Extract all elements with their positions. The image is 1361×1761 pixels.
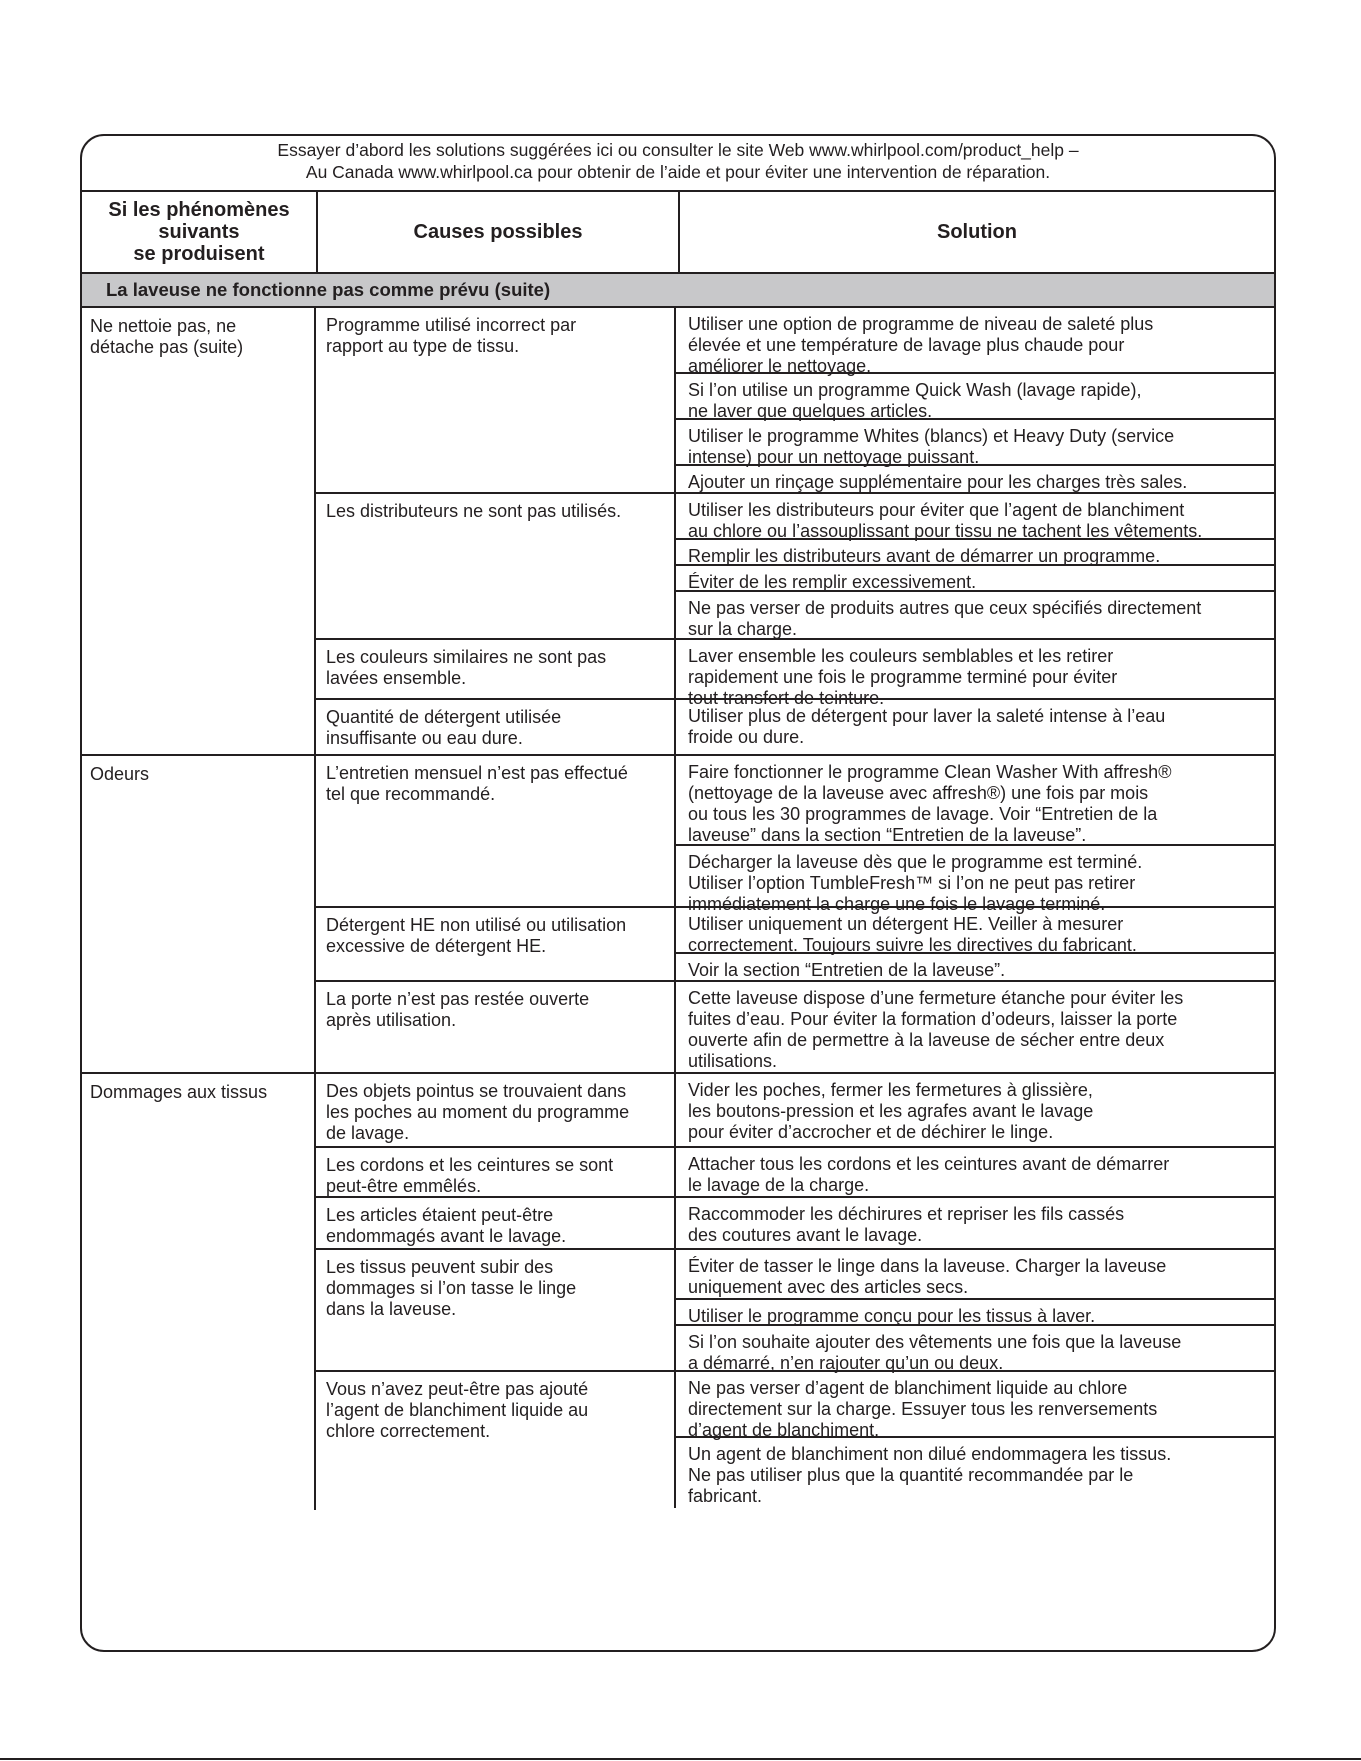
solution-line: ouverte afin de permettre à la laveuse de sécher entre deux <box>688 1030 1165 1050</box>
cause-row <box>316 700 1274 754</box>
cause-cell <box>316 1148 676 1196</box>
cause-row <box>316 982 1274 1072</box>
cause-line: Quantité de détergent utilisée <box>326 707 562 727</box>
solution-line: les boutons-pression et les agrafes avant le lavage <box>688 1101 1094 1121</box>
cause-line: insuffisante ou eau dure. <box>326 728 523 748</box>
solution-cell <box>676 1326 1274 1374</box>
solution-line: utilisations. <box>688 1051 778 1071</box>
cause-row <box>316 1074 1274 1148</box>
solution-line: immédiatement la charge une fois le lavage terminé. <box>688 894 1106 914</box>
solution-cell <box>676 1074 1274 1146</box>
solution-line: intense) pour un nettoyage puissant. <box>688 447 980 467</box>
solution-line: Laver ensemble les couleurs semblables et les retirer <box>688 646 1114 666</box>
cause-line: lavées ensemble. <box>326 668 467 688</box>
symptom-group <box>82 756 1274 1074</box>
cause-line: Les tissus peuvent subir des <box>326 1257 554 1277</box>
header-solution: Solution <box>937 221 1017 243</box>
solution-line: a démarré, n’en rajouter qu’un ou deux. <box>688 1353 1004 1373</box>
solution-cell <box>676 592 1274 640</box>
solution-line: Remplir les distributeurs avant de démarrer un programme. <box>688 546 1161 566</box>
symptom-cell <box>82 756 316 1072</box>
solution-line: Éviter de les remplir excessivement. <box>688 572 977 592</box>
cause-line: Les distributeurs ne sont pas utilisés. <box>326 501 622 521</box>
solution-line: Ne pas verser d’agent de blanchiment liquide au chlore <box>688 1378 1128 1398</box>
intro-line: Au Canada www.whirlpool.ca pour obtenir de l’aide et pour éviter une intervention de réparation. <box>305 162 1051 182</box>
cause-cell <box>316 640 676 698</box>
cause-line: Les couleurs similaires ne sont pas <box>326 647 607 667</box>
solution-cell <box>676 540 1274 566</box>
solution-line: le lavage de la charge. <box>688 1175 870 1195</box>
solution-cell <box>676 640 1274 709</box>
cause-row <box>316 1372 1274 1508</box>
cause-row <box>316 1148 1274 1198</box>
symptom-line: Odeurs <box>90 764 150 784</box>
solution-line: Éviter de tasser le linge dans la laveuse. Charger la laveuse <box>688 1256 1167 1276</box>
cause-cell <box>316 700 676 754</box>
solutions-column <box>676 1372 1274 1508</box>
cause-cell <box>316 1074 676 1146</box>
solution-line: ne laver que quelques articles. <box>688 401 933 421</box>
cause-line: l’agent de blanchiment liquide au <box>326 1400 589 1420</box>
solution-line: Ne pas utiliser plus que la quantité recommandée par le <box>688 1465 1134 1485</box>
solution-line: Utiliser les distributeurs pour éviter que l’agent de blanchiment <box>688 500 1185 520</box>
cause-cell <box>316 908 676 980</box>
page-bottom-rule <box>0 1758 1361 1760</box>
symptom-cell <box>82 1074 316 1510</box>
cause-line: Les articles étaient peut-être <box>326 1205 554 1225</box>
cause-row <box>316 494 1274 640</box>
cause-line: rapport au type de tissu. <box>326 336 520 356</box>
solution-line: Ajouter un rinçage supplémentaire pour les charges très sales. <box>688 472 1188 492</box>
solution-cell <box>676 494 1274 540</box>
cause-line: tel que recommandé. <box>326 784 496 804</box>
solution-line: directement sur la charge. Essuyer tous les renversements <box>688 1399 1158 1419</box>
solutions-column <box>676 308 1274 492</box>
cause-line: dans la laveuse. <box>326 1299 457 1319</box>
cause-row <box>316 640 1274 708</box>
solution-line: au chlore ou l’assouplissant pour tissu ne tachent les vêtements. <box>688 521 1203 541</box>
solution-line: correctement. Toujours suivre les directives du fabricant. <box>688 935 1137 955</box>
solutions-column <box>676 1148 1274 1196</box>
symptom-cell <box>82 308 316 754</box>
solution-cell <box>676 374 1274 420</box>
solutions-column <box>676 1250 1274 1373</box>
table-body <box>82 308 1274 1510</box>
cause-line: Détergent HE non utilisé ou utilisation <box>326 915 627 935</box>
cause-cell <box>316 1372 676 1508</box>
solution-line: sur la charge. <box>688 619 798 639</box>
solutions-column <box>676 700 1274 754</box>
solution-line: des coutures avant le lavage. <box>688 1225 923 1245</box>
symptom-group <box>82 1074 1274 1510</box>
header-symptoms <box>82 192 318 272</box>
cause-line: excessive de détergent HE. <box>326 936 547 956</box>
solution-line: tout transfert de teinture. <box>688 688 885 708</box>
cause-row <box>316 908 1274 982</box>
cause-line: peut-être emmêlés. <box>326 1176 482 1196</box>
solution-line: Utiliser le programme conçu pour les tissus à laver. <box>688 1306 1096 1326</box>
solution-cell <box>676 846 1274 915</box>
cause-line: La porte n’est pas restée ouverte <box>326 989 590 1009</box>
cause-cell <box>316 1198 676 1248</box>
solutions-column <box>676 908 1274 980</box>
solution-line: Si l’on utilise un programme Quick Wash (lavage rapide), <box>688 380 1142 400</box>
solution-line: ou tous les 30 programmes de lavage. Voir “Entretien de la <box>688 804 1158 824</box>
cause-row <box>316 1198 1274 1250</box>
section-title: La laveuse ne fonctionne pas comme prévu (suite) <box>82 274 1274 308</box>
solutions-column <box>676 494 1274 638</box>
solution-cell <box>676 700 1274 754</box>
cause-line: Programme utilisé incorrect par <box>326 315 577 335</box>
solutions-column <box>676 756 1274 914</box>
cause-line: les poches au moment du programme <box>326 1102 630 1122</box>
table-header-row <box>82 192 1274 274</box>
solution-cell <box>676 908 1274 954</box>
cause-row <box>316 756 1274 914</box>
symptom-line: Dommages aux tissus <box>90 1082 268 1102</box>
cause-line: Des objets pointus se trouvaient dans <box>326 1081 627 1101</box>
intro-note <box>82 136 1274 192</box>
solution-line: Raccommoder les déchirures et repriser les fils cassés <box>688 1204 1125 1224</box>
cause-line: chlore correctement. <box>326 1421 491 1441</box>
solution-line: Ne pas verser de produits autres que ceux spécifiés directement <box>688 598 1202 618</box>
solutions-column <box>676 982 1274 1072</box>
solution-line: d’agent de blanchiment. <box>688 1420 880 1440</box>
header-causes: Causes possibles <box>318 192 680 272</box>
solution-line: froide ou dure. <box>688 727 805 747</box>
solution-cell <box>676 982 1274 1072</box>
solution-line: élevée et une température de lavage plus chaude pour <box>688 335 1125 355</box>
cause-cell <box>316 308 676 492</box>
troubleshooting-table <box>80 134 1276 1652</box>
solution-line: fuites d’eau. Pour éviter la formation d’odeurs, laisser la porte <box>688 1009 1178 1029</box>
solution-line: laveuse” dans la section “Entretien de la laveuse”. <box>688 825 1087 845</box>
solution-line: améliorer le nettoyage. <box>688 356 872 376</box>
solution-cell <box>676 1250 1274 1300</box>
solution-cell <box>676 1372 1274 1438</box>
solution-cell <box>676 1438 1274 1508</box>
solution-line: uniquement avec des articles secs. <box>688 1277 969 1297</box>
symptom-group <box>82 308 1274 756</box>
cause-line: dommages si l’on tasse le linge <box>326 1278 577 1298</box>
cause-line: de lavage. <box>326 1123 410 1143</box>
solution-line: Utiliser le programme Whites (blancs) et Heavy Duty (service <box>688 426 1175 446</box>
solution-line: Décharger la laveuse dès que le programme est terminé. <box>688 852 1143 872</box>
solutions-column <box>676 1198 1274 1248</box>
solution-line: Utiliser uniquement un détergent HE. Veiller à mesurer <box>688 914 1124 934</box>
header-symptoms-line: Si les phénomènes <box>108 199 290 221</box>
cause-cell <box>316 756 676 906</box>
solution-line: Un agent de blanchiment non dilué endommagera les tissus. <box>688 1444 1172 1464</box>
solution-line: Utiliser l’option TumbleFresh™ si l’on ne peut pas retirer <box>688 873 1136 893</box>
cause-cell <box>316 494 676 638</box>
cause-line: Les cordons et les ceintures se sont <box>326 1155 614 1175</box>
cause-row <box>316 308 1274 494</box>
header-symptoms-line: suivants <box>158 221 240 243</box>
solution-line: rapidement une fois le programme terminé pour éviter <box>688 667 1118 687</box>
solution-line: Utiliser plus de détergent pour laver la saleté intense à l’eau <box>688 706 1166 726</box>
solution-cell <box>676 756 1274 846</box>
solution-line: Voir la section “Entretien de la laveuse”. <box>688 960 1006 980</box>
intro-line: Essayer d’abord les solutions suggérées ici ou consulter le site Web www.whirlpool.com/product_help – <box>277 140 1079 160</box>
cause-line: après utilisation. <box>326 1010 457 1030</box>
solution-line: Faire fonctionner le programme Clean Washer With affresh® <box>688 762 1172 782</box>
cause-cell <box>316 1250 676 1370</box>
solution-line: Vider les poches, fermer les fermetures à glissière, <box>688 1080 1093 1100</box>
solution-cell <box>676 1300 1274 1326</box>
solution-cell <box>676 466 1274 493</box>
solutions-column <box>676 640 1274 708</box>
solution-line: Cette laveuse dispose d’une fermeture étanche pour éviter les <box>688 988 1184 1008</box>
solution-cell <box>676 420 1274 466</box>
header-symptoms-line: se produisent <box>133 243 265 265</box>
solution-line: Utiliser une option de programme de niveau de saleté plus <box>688 314 1154 334</box>
symptom-line: détache pas (suite) <box>90 337 244 357</box>
solution-line: (nettoyage de la laveuse avec affresh®) une fois par mois <box>688 783 1149 803</box>
solution-cell <box>676 954 1274 981</box>
cause-row <box>316 1250 1274 1372</box>
cause-line: L’entretien mensuel n’est pas effectué <box>326 763 628 783</box>
cause-line: endommagés avant le lavage. <box>326 1226 567 1246</box>
solution-line: Si l’on souhaite ajouter des vêtements une fois que la laveuse <box>688 1332 1182 1352</box>
solution-line: pour éviter d’accrocher et de déchirer le linge. <box>688 1122 1054 1142</box>
solution-cell <box>676 1148 1274 1196</box>
symptom-line: Ne nettoie pas, ne <box>90 316 237 336</box>
solution-line: fabricant. <box>688 1486 763 1506</box>
cause-cell <box>316 982 676 1072</box>
solution-cell <box>676 1198 1274 1248</box>
solutions-column <box>676 1074 1274 1146</box>
solution-cell <box>676 308 1274 374</box>
solution-line: Attacher tous les cordons et les ceintures avant de démarrer <box>688 1154 1170 1174</box>
solution-cell <box>676 566 1274 592</box>
cause-line: Vous n’avez peut-être pas ajouté <box>326 1379 589 1399</box>
